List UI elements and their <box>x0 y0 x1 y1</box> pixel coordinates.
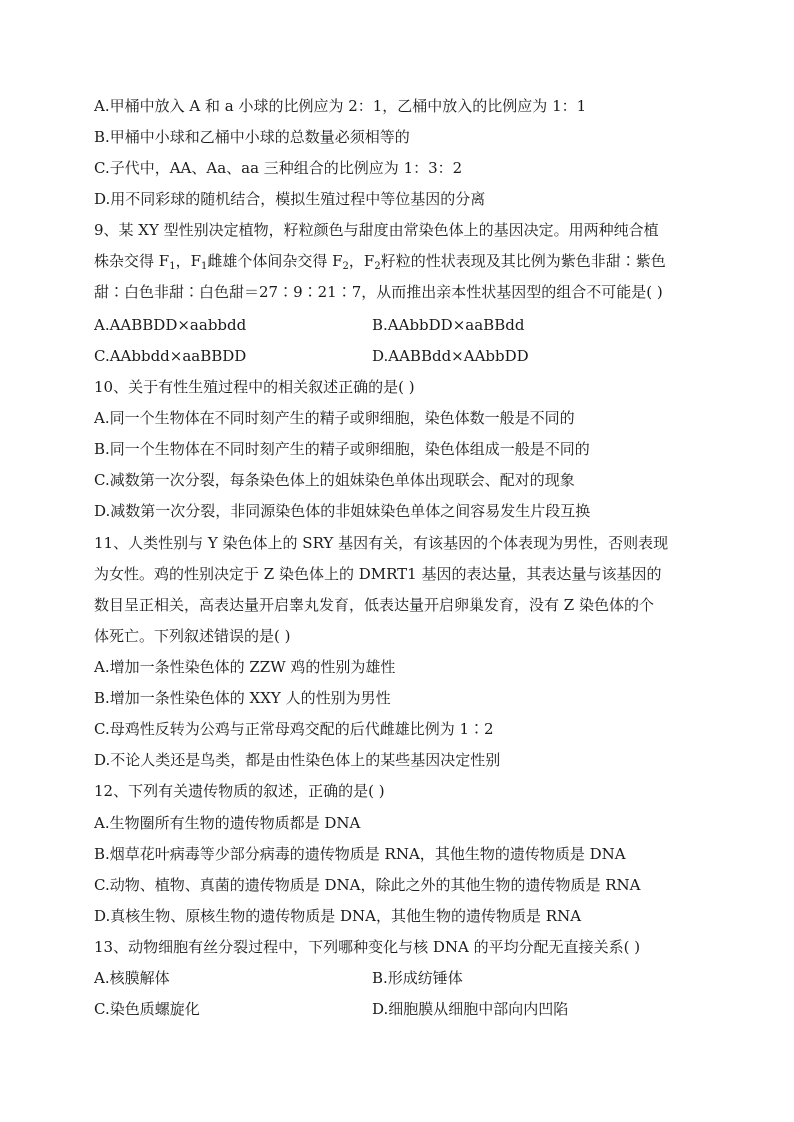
q8-option-b: B.甲桶中小球和乙桶中小球的总数量必须相等的 <box>94 128 410 146</box>
q9-stem-text: 株杂交得 F <box>94 252 170 270</box>
q11-option-b: B.增加一条性染色体的 XXY 人的性别为男性 <box>94 689 391 707</box>
q11-stem-line2: 为女性。鸡的性别决定于 Z 染色体上的 DMRT1 基因的表达量，其表达量与该基因的 <box>94 565 662 583</box>
q13-stem: 13、动物细胞有丝分裂过程中，下列哪种变化与核 DNA 的平均分配无直接关系( ) <box>94 938 641 956</box>
subscript: 2 <box>374 261 381 272</box>
q12-option-b: B.烟草花叶病毒等少部分病毒的遗传物质是 RNA，其他生物的遗传物质是 DNA <box>94 845 626 863</box>
q9-stem-line1: 9、某 XY 型性别决定植物，籽粒颜色与甜度由常染色体上的基因决定。用两种纯合植 <box>94 221 659 239</box>
q9-option-c: C.AAbbdd×aaBBDD <box>94 347 247 365</box>
subscript: 2 <box>342 261 349 272</box>
q9-option-b: B.AAbbDD×aaBBdd <box>372 316 525 334</box>
q11-stem-line1: 11、人类性别与 Y 染色体上的 SRY 基因有关，有该基因的个体表现为男性，否则表现 <box>94 534 669 552</box>
q12-stem: 12、下列有关遗传物质的叙述，正确的是( ) <box>94 782 385 800</box>
q8-option-d: D.用不同彩球的随机结合，模拟生殖过程中等位基因的分离 <box>94 190 486 208</box>
q12-option-d: D.真核生物、原核生物的遗传物质是 DNA，其他生物的遗传物质是 RNA <box>94 907 582 925</box>
q13-option-a: A.核膜解体 <box>94 969 170 987</box>
q13-option-c: C.染色质螺旋化 <box>94 1000 200 1018</box>
subscript: 1 <box>169 261 176 272</box>
q9-stem-line2 <box>94 251 666 271</box>
q11-option-a: A.增加一条性染色体的 ZZW 鸡的性别为雄性 <box>94 658 396 676</box>
q9-option-a: A.AABBDD×aabbdd <box>94 316 247 334</box>
q12-option-a: A.生物圈所有生物的遗传物质都是 DNA <box>94 814 361 832</box>
q11-stem-line3: 数目呈正相关，高表达量开启睾丸发育，低表达量开启卵巢发育，没有 Z 染色体的个 <box>94 596 654 614</box>
q9-stem-text: ，F <box>348 252 375 270</box>
q11-option-c: C.母鸡性反转为公鸡与正常母鸡交配的后代雌雄比例为 1∶2 <box>94 720 494 738</box>
subscript: 1 <box>200 261 208 272</box>
q9-stem-line3: 甜∶白色非甜∶白色甜＝27∶9∶21∶7，从而推出亲本性状基因型的组合不可能是( ) <box>94 283 663 301</box>
q8-option-a: A.甲桶中放入 A 和 a 小球的比例应为 2：1，乙桶中放入的比例应为 1：1 <box>94 97 587 115</box>
q13-option-b: B.形成纺锤体 <box>372 969 463 987</box>
q13-option-d: D.细胞膜从细胞中部向内凹陷 <box>372 1000 569 1018</box>
q10-option-b: B.同一个生物体在不同时刻产生的精子或卵细胞，染色体组成一般是不同的 <box>94 440 590 458</box>
q8-option-c: C.子代中，AA、Aa、aa 三种组合的比例应为 1：3：2 <box>94 159 463 177</box>
q9-option-d: D.AABBdd×AAbbDD <box>372 347 529 365</box>
q10-stem: 10、关于有性生殖过程中的相关叙述正确的是( ) <box>94 378 415 396</box>
q9-stem-text: 籽粒的性状表现及其比例为紫色非甜∶紫色 <box>380 252 666 270</box>
q10-option-c: C.减数第一次分裂，每条染色体上的姐妹染色单体出现联会、配对的现象 <box>94 471 575 489</box>
q11-stem-line4: 体死亡。下列叙述错误的是( ) <box>94 627 291 645</box>
q10-option-a: A.同一个生物体在不同时刻产生的精子或卵细胞，染色体数一般是不同的 <box>94 409 575 427</box>
q12-option-c: C.动物、植物、真菌的遗传物质是 DNA，除此之外的其他生物的遗传物质是 RNA <box>94 876 641 894</box>
q10-option-d: D.减数第一次分裂，非同源染色体的非姐妹染色单体之间容易发生片段互换 <box>94 502 591 520</box>
q9-stem-text: 雌雄个体间杂交得 F <box>207 252 343 270</box>
q9-stem-text: ，F <box>175 252 201 270</box>
q11-option-d: D.不论人类还是鸟类，都是由性染色体上的某些基因决定性别 <box>94 751 501 769</box>
